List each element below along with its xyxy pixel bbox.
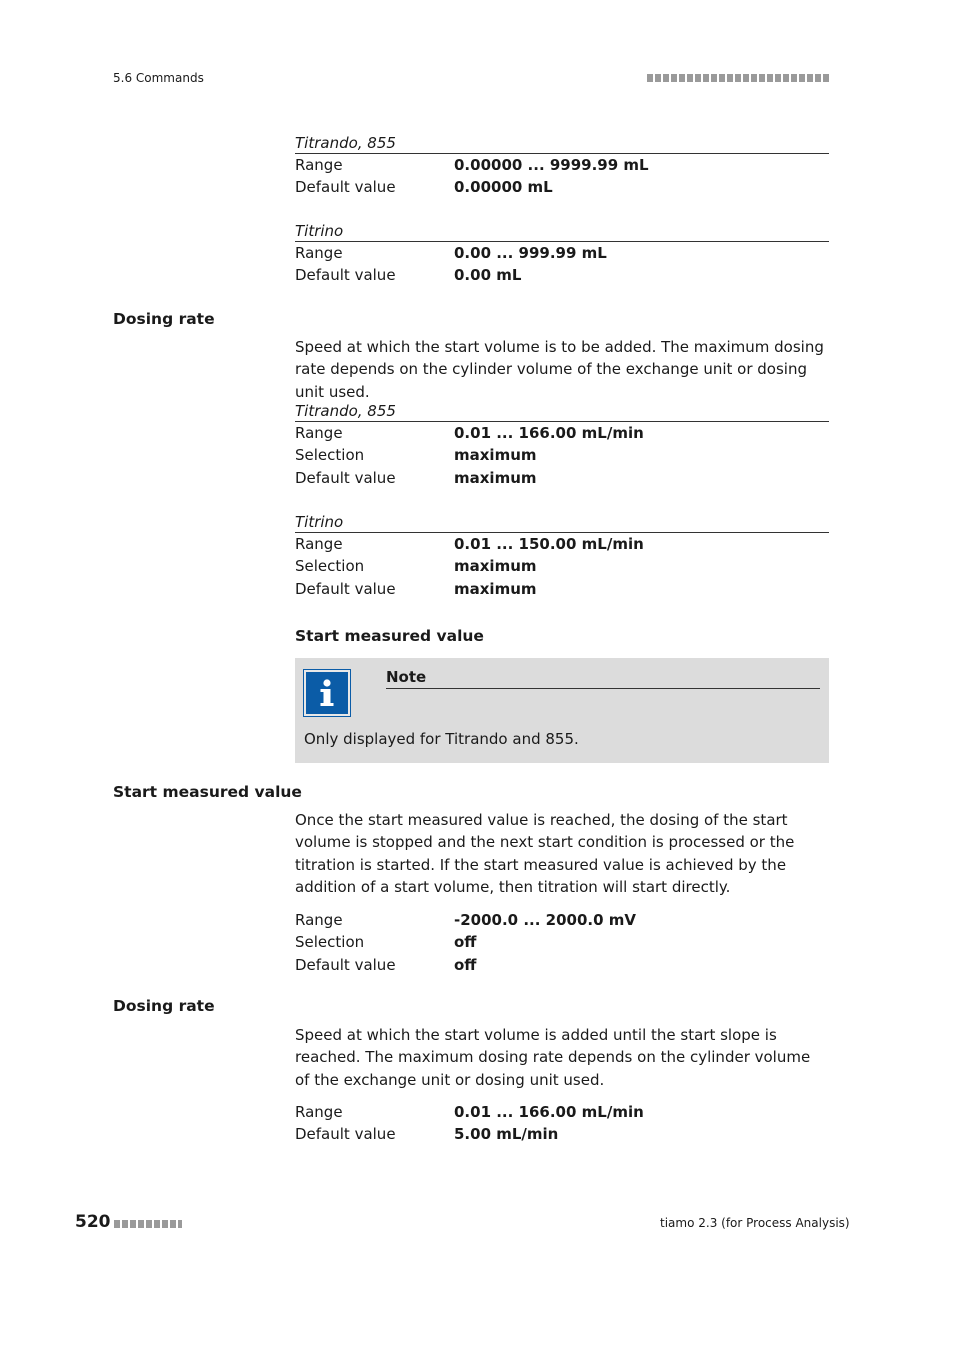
table-row: Default value off: [295, 955, 477, 974]
table-row: Default value 0.00000 mL: [295, 178, 553, 197]
table-row: Range 0.00000 ... 9999.99 mL: [295, 156, 649, 174]
table-row: Selection maximum: [295, 557, 537, 576]
header-decoration: [647, 74, 829, 82]
footer-decoration: [114, 1220, 182, 1228]
param-table-start-measured-value: [295, 909, 829, 976]
table-caption: Titrino: [295, 220, 829, 242]
info-icon: [304, 670, 350, 716]
note-box: [295, 658, 829, 763]
table-row: Default value 5.00 mL/min: [295, 1125, 559, 1144]
table-row: Default value maximum: [295, 468, 537, 487]
page-number: 520: [75, 1212, 111, 1232]
section-heading-dosing-rate-2: Dosing rate: [113, 997, 215, 1015]
table-caption: Titrando, 855: [295, 400, 829, 422]
note-text: Only displayed for Titrando and 855.: [304, 730, 579, 748]
table-row: Range 0.01 ... 150.00 mL/min: [295, 535, 644, 553]
param-table-titrino-rate: [295, 511, 829, 600]
section-heading-start-measured-value: Start measured value: [113, 783, 302, 801]
param-table-dosing-rate-2: [295, 1101, 829, 1146]
param-table-titrando-volume: [295, 132, 829, 199]
subsection-heading-start-measured-value: Start measured value: [295, 627, 484, 645]
param-table-titrando-rate: [295, 400, 829, 489]
running-header: 5.6 Commands: [113, 71, 204, 85]
table-row: Range 0.01 ... 166.00 mL/min: [295, 424, 644, 442]
table-row: Range 0.00 ... 999.99 mL: [295, 244, 607, 262]
table-row: Selection maximum: [295, 446, 537, 465]
section-heading-dosing-rate: Dosing rate: [113, 310, 215, 328]
param-table-titrino-volume: [295, 220, 829, 287]
paragraph-dosing-rate-2: Speed at which the start volume is added until the start slope is reached. The maximum dosing rate depends on the cylinder volume of the exchange unit or dosing unit used.: [295, 1026, 811, 1089]
table-caption: Titrino: [295, 511, 829, 533]
table-row: Range -2000.0 ... 2000.0 mV: [295, 911, 636, 929]
table-row: Default value 0.00 mL: [295, 266, 522, 285]
paragraph-start-measured-value: Once the start measured value is reached, the dosing of the start volume is stopped and the next start condition is processed or the titration is started. If the start measured value is achieved by the addition of a start volume, then titration will start directly.: [295, 811, 795, 896]
table-row: Range 0.01 ... 166.00 mL/min: [295, 1103, 644, 1121]
table-caption: Titrando, 855: [295, 132, 829, 154]
paragraph-dosing-rate: Speed at which the start volume is to be added. The maximum dosing rate depends on the cylinder volume of the exchange unit or dosing unit used.: [295, 338, 824, 401]
footer-product: tiamo 2.3 (for Process Analysis): [660, 1216, 850, 1230]
table-row: Selection off: [295, 933, 477, 952]
note-title: Note: [386, 668, 820, 689]
table-row: Default value maximum: [295, 579, 537, 598]
